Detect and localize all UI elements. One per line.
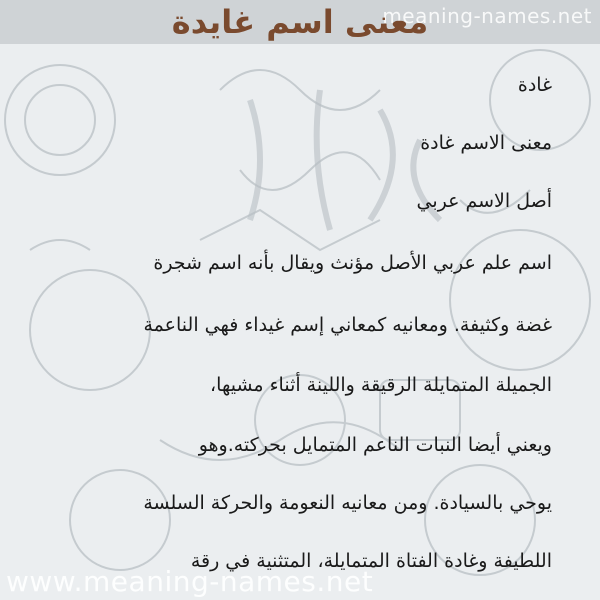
- text-line-description: اسم علم عربي الأصل مؤنث ويقال بأنه اسم شجرة: [153, 252, 552, 274]
- watermark-bottom: www.meaning-names.net: [6, 565, 374, 598]
- text-line-name: غادة: [517, 74, 552, 96]
- text-line-description: ويعني أيضا النبات الناعم المتمايل بحركته.وهو: [198, 434, 552, 456]
- page-title: معنى اسم غايدة: [171, 3, 429, 41]
- text-line-origin: أصل الاسم عربي: [416, 190, 552, 212]
- text-line-description: يوحي بالسيادة. ومن معانيه النعومة والحركة السلسة: [143, 492, 552, 514]
- watermark-top: meaning-names.net: [382, 4, 592, 28]
- text-line-description: غضة وكثيفة. ومعانيه كمعاني إسم غيداء فهي الناعمة: [143, 314, 552, 336]
- text-line-description: الجميلة المتمايلة الرقيقة واللينة أثناء مشيها،: [210, 374, 552, 396]
- text-line-meaning-heading: معنى الاسم غادة: [420, 132, 552, 154]
- text-line-description: اللطيفة وغادة الفتاة المتمايلة، المتثنية في رقة: [190, 550, 552, 572]
